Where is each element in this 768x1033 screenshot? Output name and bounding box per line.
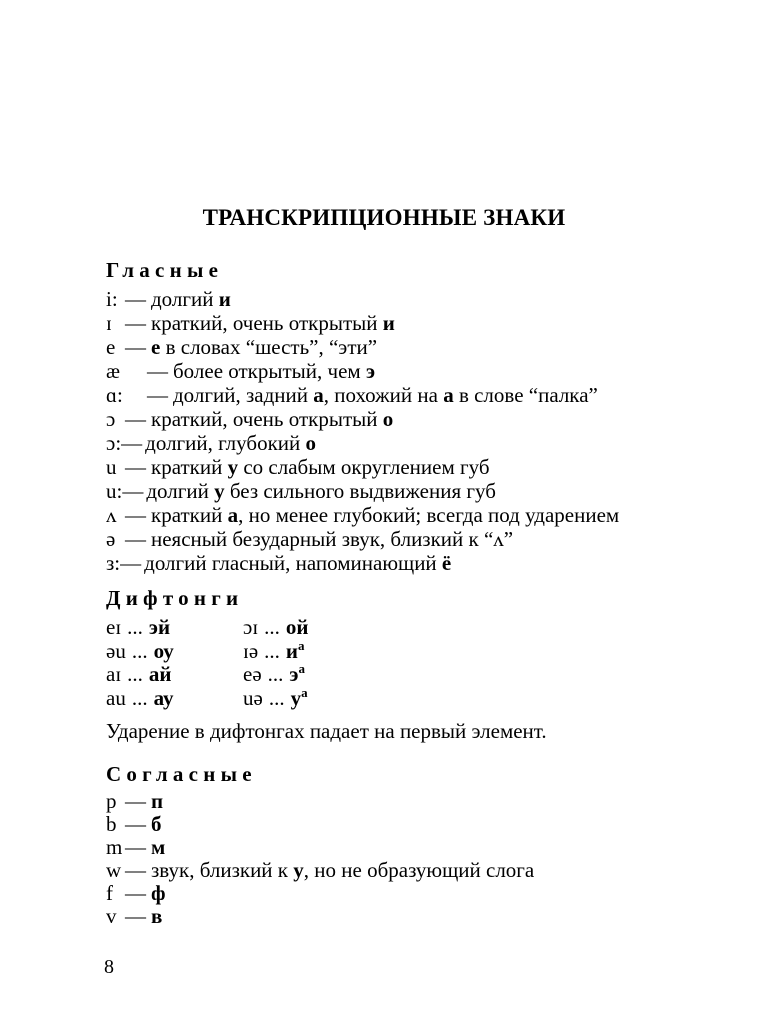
- symbol-description: краткий, очень открытый о: [151, 407, 394, 431]
- dots-separator: ...: [127, 615, 143, 639]
- phonetic-symbol: ɔɪ: [243, 615, 259, 639]
- symbol-description: долгий, задний а, похожий на а в слове “палка”: [173, 383, 598, 407]
- superscript-a: а: [301, 684, 308, 700]
- phonetic-symbol: u:: [106, 479, 123, 503]
- symbol-description: краткий а, но менее глубокий; всегда под ударением: [151, 503, 620, 527]
- transcription-line: [106, 407, 619, 431]
- phonetic-symbol: aɪ: [106, 662, 122, 686]
- symbol-description: краткий у со слабым округлением губ: [151, 455, 490, 479]
- phonetic-symbol: v: [106, 904, 117, 928]
- dash-separator: —: [125, 835, 146, 859]
- symbol-description: долгий и: [151, 287, 231, 311]
- phonetic-symbol: e: [106, 335, 116, 359]
- russian-equivalent: ой: [285, 615, 309, 639]
- phonetic-symbol: au: [106, 685, 126, 710]
- russian-equivalent: $и^а$: [285, 637, 305, 663]
- symbol-description: ф: [151, 881, 166, 905]
- transcription-line: [106, 527, 619, 551]
- section-heading-diphthongs: Дифтонги: [106, 586, 244, 610]
- russian-equivalent: оу: [153, 638, 174, 663]
- diphthong-entry: [243, 637, 305, 664]
- dots-separator: ...: [267, 662, 284, 686]
- dash-separator: —: [147, 383, 168, 407]
- diphthong-row: [106, 684, 309, 711]
- symbol-description: б: [151, 812, 162, 836]
- section-heading-vowels: Гласные: [106, 258, 224, 282]
- russian-equivalent: эй: [148, 615, 171, 639]
- phonetic-symbol: ɪ: [106, 311, 112, 335]
- diphthong-entry: [106, 687, 243, 711]
- phonetic-symbol: i:: [106, 287, 118, 311]
- phonetic-symbol: əu: [106, 638, 126, 663]
- dash-separator: —: [125, 527, 146, 551]
- dash-separator: —: [120, 551, 142, 575]
- phonetic-symbol: ɑ:: [106, 383, 123, 407]
- symbol-description: долгий у без сильного выдвижения губ: [146, 479, 496, 503]
- dots-separator: ...: [131, 638, 148, 663]
- symbol-description: звук, близкий к у, но не образующий слога: [151, 858, 535, 882]
- phonetic-symbol: m: [106, 835, 123, 859]
- diphthong-entry: [243, 663, 305, 687]
- dash-separator: —: [125, 311, 146, 335]
- symbol-description: п: [151, 789, 164, 813]
- dash-separator: —: [125, 455, 146, 479]
- dots-separator: ...: [264, 638, 280, 663]
- vowel-list: [106, 287, 619, 575]
- phonetic-symbol: ʌ: [106, 503, 117, 527]
- phonetic-symbol: з:: [106, 551, 121, 575]
- symbol-description: м: [151, 835, 166, 859]
- symbol-description: долгий, глубокий о: [145, 431, 316, 455]
- diphthong-entry: [106, 640, 243, 664]
- phonetic-symbol: ɔ: [106, 407, 116, 431]
- dash-separator: —: [125, 789, 146, 813]
- transcription-line: [106, 836, 534, 859]
- transcription-line: [106, 882, 534, 905]
- dots-separator: ...: [127, 662, 143, 686]
- transcription-line: [106, 479, 619, 503]
- symbol-description: неясный безударный звук, близкий к “ʌ”: [151, 527, 514, 551]
- dash-separator: —: [121, 431, 143, 455]
- phonetic-symbol: f: [106, 881, 113, 905]
- phonetic-symbol: p: [106, 789, 117, 813]
- transcription-line: [106, 359, 619, 383]
- russian-equivalent: ай: [148, 662, 172, 686]
- phonetic-symbol: uə: [243, 685, 263, 710]
- phonetic-symbol: æ: [106, 359, 121, 383]
- dots-separator: ...: [268, 685, 285, 710]
- transcription-line: [106, 859, 534, 882]
- phonetic-symbol: ɔ:: [106, 431, 122, 455]
- symbol-description: в: [151, 904, 163, 928]
- diphthong-entry: [106, 616, 243, 640]
- section-heading-consonants: Согласные: [106, 762, 257, 786]
- diphthong-table: [106, 616, 309, 710]
- diphthong-entry: [243, 684, 308, 711]
- dash-separator: —: [125, 881, 146, 905]
- symbol-description: долгий гласный, напоминающий ё: [144, 551, 452, 575]
- transcription-line: [106, 455, 619, 479]
- transcription-line: [106, 813, 534, 836]
- phonetic-symbol: ɪə: [243, 638, 259, 663]
- diphthong-stress-note: Ударение в дифтонгах падает на первый элемент.: [106, 719, 547, 743]
- diphthong-entry: [243, 616, 309, 640]
- russian-equivalent: $у^а$: [290, 684, 308, 710]
- dots-separator: ...: [131, 685, 148, 710]
- dash-separator: —: [125, 407, 146, 431]
- symbol-description: более открытый, чем э: [173, 359, 376, 383]
- phonetic-symbol: eə: [243, 662, 262, 686]
- page-title: ТРАНСКРИПЦИОННЫЕ ЗНАКИ: [202, 205, 566, 230]
- transcription-line: [106, 503, 619, 527]
- superscript-a: а: [298, 661, 305, 676]
- superscript-a: а: [298, 637, 305, 653]
- dash-separator: —: [125, 858, 146, 882]
- transcription-line: [106, 311, 619, 335]
- diphthong-entry: [106, 663, 243, 687]
- transcription-line: [106, 335, 619, 359]
- diphthong-row: [106, 663, 309, 687]
- phonetic-symbol: ə: [106, 527, 116, 551]
- russian-equivalent: $э^а$: [289, 661, 305, 686]
- page-number: 8: [104, 956, 114, 978]
- diphthong-row: [106, 637, 309, 664]
- dash-separator: —: [125, 335, 146, 359]
- transcription-line: [106, 905, 534, 928]
- phonetic-symbol: b: [106, 812, 117, 836]
- dash-separator: —: [147, 359, 168, 383]
- dash-separator: —: [125, 812, 146, 836]
- dash-separator: —: [125, 904, 146, 928]
- dash-separator: —: [125, 287, 146, 311]
- dash-separator: —: [122, 479, 144, 503]
- russian-equivalent: ау: [153, 685, 174, 710]
- consonant-list: [106, 790, 534, 928]
- transcription-line: [106, 790, 534, 813]
- symbol-description: е в словах “шесть”, “эти”: [151, 335, 378, 359]
- transcription-line: [106, 431, 619, 455]
- phonetic-symbol: u: [106, 455, 117, 479]
- dash-separator: —: [125, 503, 146, 527]
- dots-separator: ...: [264, 615, 280, 639]
- transcription-line: [106, 383, 619, 407]
- transcription-line: [106, 551, 619, 575]
- symbol-description: краткий, очень открытый и: [151, 311, 395, 335]
- diphthong-row: [106, 616, 309, 640]
- phonetic-symbol: eɪ: [106, 615, 122, 639]
- transcription-line: [106, 287, 619, 311]
- phonetic-symbol: w: [106, 858, 122, 882]
